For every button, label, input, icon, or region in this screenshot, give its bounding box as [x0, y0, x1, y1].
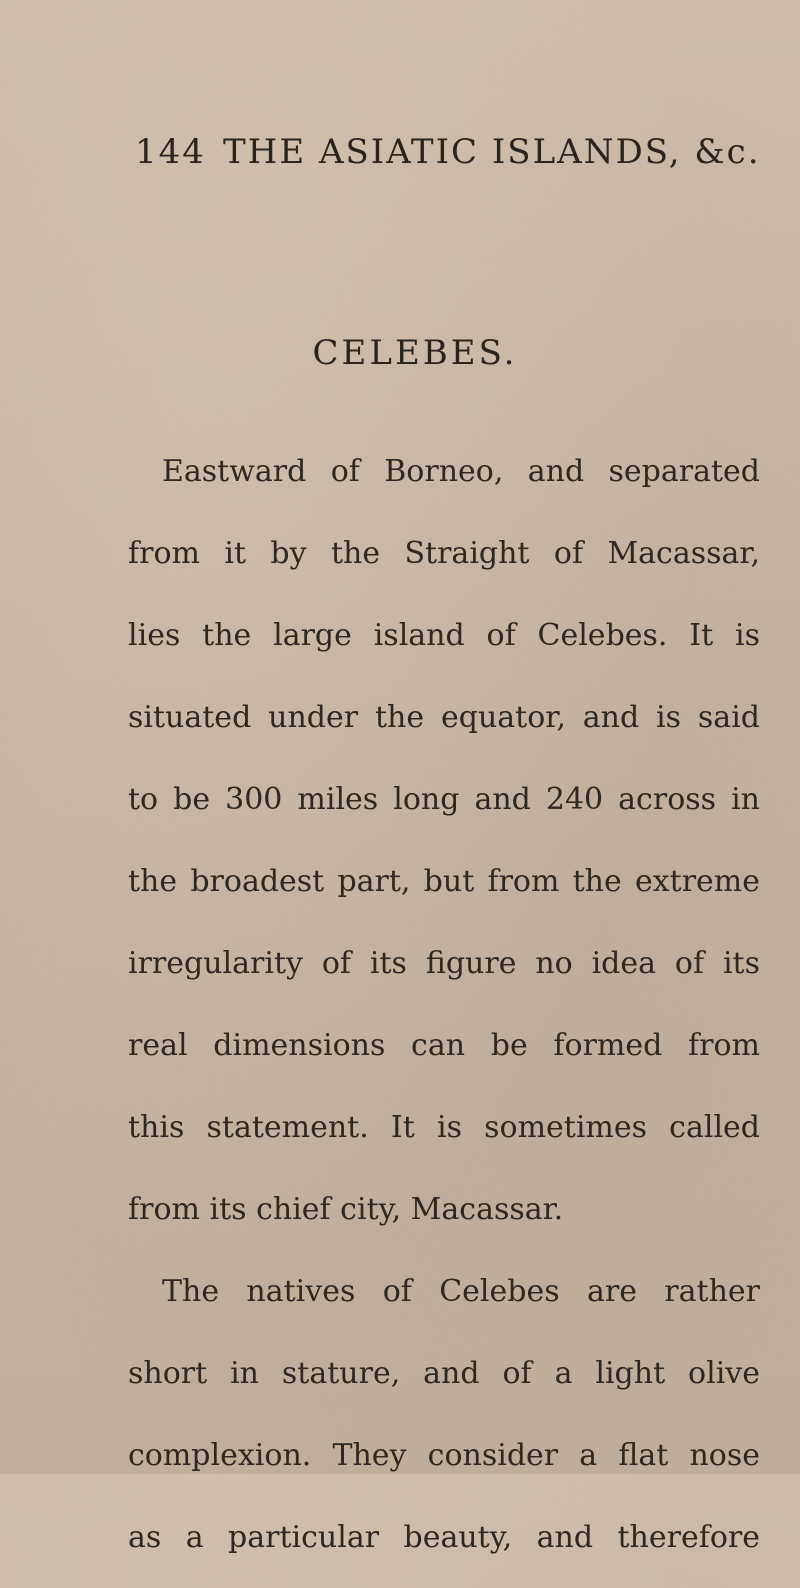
text-line: to be 300 miles long and 240 across in: [128, 782, 760, 817]
text-line: lies the large island of Celebes. It is: [128, 618, 760, 653]
text-line: as a particular beauty, and therefore: [128, 1520, 760, 1555]
body-text: [128, 440, 760, 1588]
text-line: this statement. It is sometimes called: [128, 1110, 760, 1145]
running-title: THE ASIATIC ISLANDS, &c.: [223, 132, 761, 172]
chapter-title: CELEBES.: [312, 333, 518, 373]
text-line: short in stature, and of a light olive: [128, 1356, 760, 1391]
text-line: irregularity of its figure no idea of its: [128, 946, 760, 981]
text-line: The natives of Celebes are rather: [162, 1274, 760, 1309]
text-line: from its chief city, Macassar.: [128, 1192, 564, 1227]
text-line: situated under the equator, and is said: [128, 700, 760, 735]
page-number: 144: [135, 132, 206, 172]
running-head: [135, 132, 761, 172]
text-line: complexion. They consider a flat nose: [128, 1438, 760, 1473]
text-line: real dimensions can be formed from: [128, 1028, 760, 1063]
text-line: Eastward of Borneo, and separated: [162, 454, 760, 489]
text-line: the broadest part, but from the extreme: [128, 864, 760, 899]
text-line: from it by the Straight of Macassar,: [128, 536, 760, 571]
